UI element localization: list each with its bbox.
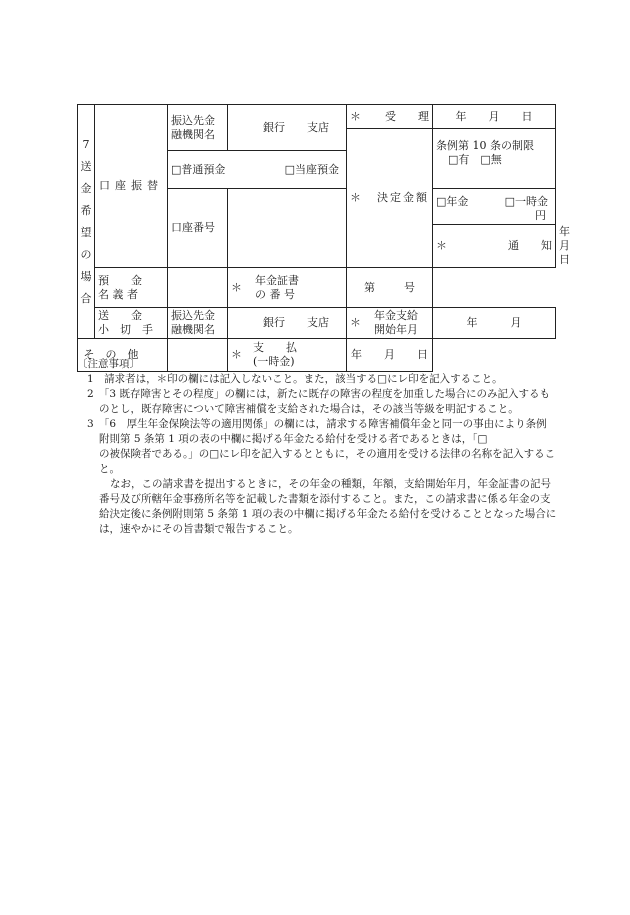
- bank-name-field[interactable]: 銀行 支店: [228, 105, 347, 151]
- depositor-label: 預 金 名 義 者: [95, 268, 168, 308]
- start-date-field[interactable]: 年 月: [433, 308, 556, 339]
- account-number-field[interactable]: [228, 189, 347, 268]
- section-number: 7: [82, 137, 90, 151]
- decision-amount-label: ＊ 決定金額: [347, 129, 433, 268]
- note-3-paragraph: なお，この請求書を提出するときに，その年金の種類，年額，支給開始年月，年金証書の記号番号及び所轄年金事務所名等を記載した書類を添付すること。また，この請求書に係る年金の支給決定後に条例附則第 5 条第 1 項の表の中欄に掲げる年金たる給付を受けることとなった場合には，速やかにその旨書類で報告すること。: [99, 478, 557, 535]
- payment-date-field[interactable]: 年 月 日: [347, 339, 433, 372]
- received-date-field[interactable]: 年 月 日: [433, 105, 556, 129]
- note-1: 1 請求者は，＊印の欄には記入しないこと。また，該当する□にレ印を記入すること。: [87, 373, 503, 385]
- section-7-heading: 7 送 金 希 望 の 場 合: [78, 105, 95, 339]
- deposit-type-field[interactable]: [168, 151, 347, 189]
- remittance-form-table: 7 送 金 希 望 の 場 合 口座振替 振込先金 融機関名 銀行 支店 ＊ 受 理 年 月 日 ＊ 決定金額 条例第 10 条の制限 □有 □無 □普通預金 □当座預金 口座番号 □年金 □一時金 円 ＊ 通 知 年 月 日 預 金 名 義 者 ＊ 年金証書 の 番 号 第 号 送 金 小 切 手 振込先金 融機関名 銀行 支店 ＊ 年金支給 開始年月 年 月 そ の 他 ＊ 支 払 (一時金) 年 月 日: [77, 104, 556, 372]
- remittance-check-label: 送 金 小 切 手: [95, 308, 168, 339]
- note-2: 2 「3 既存障害とその程度」の欄には，新たに既存の障害の程度を加重した場合にのみ記入するものとし，既存障害について障害補償を支給された場合は，その該当等級を明記すること。: [87, 388, 550, 415]
- current-deposit-checkbox[interactable]: □当座預金: [284, 162, 339, 176]
- depositor-name-field[interactable]: [168, 268, 228, 308]
- payment-label: ＊ 支 払 (一時金): [228, 339, 347, 372]
- cert-number-label: ＊ 年金証書 の 番 号: [228, 268, 347, 308]
- other-label: そ の 他: [83, 348, 139, 361]
- notes-section: [77, 357, 557, 537]
- note-3: 3 「6 厚生年金保険法等の適用関係」の欄には，請求する障害補償年金と同一の事由により条例附則第 5 条第 1 項の表の中欄に掲げる年金たる給付を受ける者であるときは，「□ の被保険者である。」の□にレ印を記入するとともに，その適用を受ける法律の名称を記入すること。: [87, 418, 556, 475]
- remit-bank-name-field[interactable]: 銀行 支店: [228, 308, 347, 339]
- lump-sum-checkbox[interactable]: □一時金: [504, 195, 548, 208]
- remit-bank-name-label: 振込先金 融機関名: [168, 308, 228, 339]
- limit-field[interactable]: 条例第 10 条の制限 □有 □無: [433, 129, 556, 189]
- payment-type-field[interactable]: □年金 □一時金 円: [433, 189, 556, 225]
- annuity-checkbox[interactable]: □年金: [436, 195, 469, 208]
- ordinary-deposit-checkbox[interactable]: □普通預金: [171, 162, 226, 176]
- account-number-label: 口座番号: [168, 189, 228, 268]
- bank-name-label: 振込先金 融機関名: [168, 105, 228, 151]
- start-date-label: ＊ 年金支給 開始年月: [347, 308, 433, 339]
- notes-title: 〔注意事項〕: [77, 358, 140, 370]
- account-transfer-label: 口座振替: [95, 105, 168, 268]
- received-label: ＊ 受 理: [347, 105, 433, 129]
- notice-label: ＊ 通 知: [433, 225, 556, 268]
- cert-number-field[interactable]: 第 号: [347, 268, 433, 308]
